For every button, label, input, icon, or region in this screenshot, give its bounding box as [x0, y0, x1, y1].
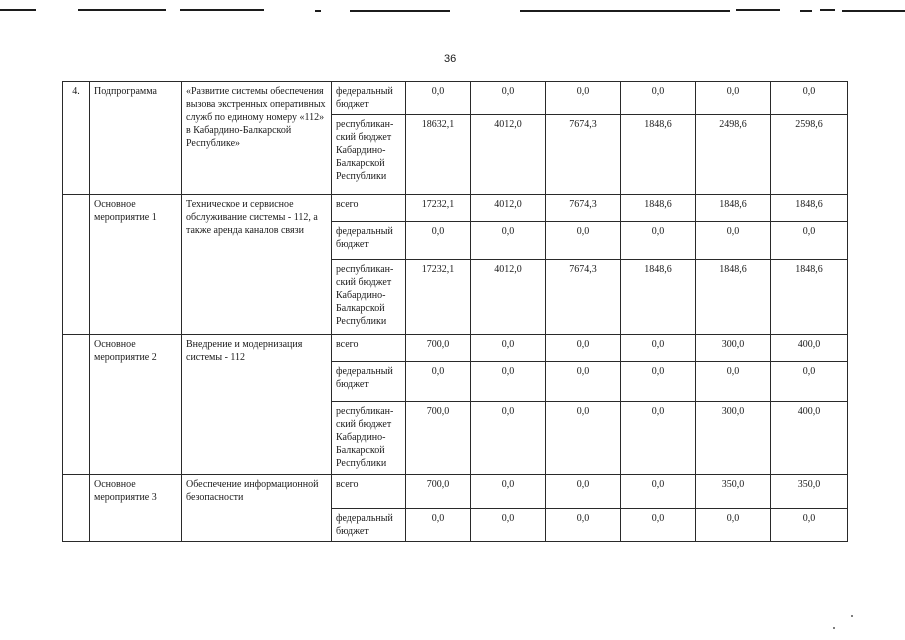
amount-cell: 400,0: [771, 335, 848, 362]
funding-source: всего: [332, 475, 406, 509]
item-type: Основное мероприятие 3: [90, 475, 182, 542]
amount-cell: 0,0: [621, 335, 696, 362]
amount-cell: 1848,6: [771, 195, 848, 222]
scan-artifact-line: [78, 9, 166, 11]
amount-cell: 7674,3: [546, 195, 621, 222]
funding-source: республикан-ский бюджет Кабардино-Балкарской Республики: [332, 402, 406, 475]
table-row: [63, 82, 848, 115]
funding-source: республикан-ский бюджет Кабардино-Балкарской Республики: [332, 115, 406, 195]
item-name: Внедрение и модернизация системы - 112: [182, 335, 332, 475]
amount-cell: 0,0: [546, 509, 621, 542]
amount-cell: 0,0: [546, 475, 621, 509]
amount-cell: 0,0: [471, 475, 546, 509]
amount-cell: 350,0: [696, 475, 771, 509]
scan-artifact-line: [736, 9, 780, 11]
scan-artifact-line: [800, 10, 812, 12]
funding-source: федеральный бюджет: [332, 362, 406, 402]
amount-cell: 0,0: [621, 222, 696, 260]
scan-artifact-line: [350, 10, 450, 12]
amount-cell: 0,0: [696, 509, 771, 542]
amount-cell: 0,0: [406, 362, 471, 402]
scan-speck: [851, 615, 853, 617]
amount-cell: 17232,1: [406, 195, 471, 222]
item-type: Основное мероприятие 2: [90, 335, 182, 475]
amount-cell: 0,0: [696, 82, 771, 115]
amount-cell: 700,0: [406, 475, 471, 509]
amount-cell: 7674,3: [546, 260, 621, 335]
funding-source: федеральный бюджет: [332, 222, 406, 260]
funding-source: федеральный бюджет: [332, 509, 406, 542]
amount-cell: 0,0: [771, 362, 848, 402]
amount-cell: 0,0: [471, 335, 546, 362]
amount-cell: 0,0: [546, 82, 621, 115]
item-name: Техническое и сервисное обслуживание системы - 112, а также аренда каналов связи: [182, 195, 332, 335]
amount-cell: 1848,6: [696, 260, 771, 335]
amount-cell: 0,0: [696, 362, 771, 402]
scan-speck: [833, 627, 835, 629]
amount-cell: 700,0: [406, 335, 471, 362]
amount-cell: 1848,6: [696, 195, 771, 222]
amount-cell: 0,0: [471, 362, 546, 402]
amount-cell: 4012,0: [471, 195, 546, 222]
amount-cell: 0,0: [546, 335, 621, 362]
amount-cell: 300,0: [696, 402, 771, 475]
funding-source: всего: [332, 195, 406, 222]
budget-table: [62, 81, 848, 542]
amount-cell: 0,0: [406, 222, 471, 260]
amount-cell: 7674,3: [546, 115, 621, 195]
amount-cell: 18632,1: [406, 115, 471, 195]
row-number: [63, 195, 90, 335]
amount-cell: 4012,0: [471, 115, 546, 195]
amount-cell: 0,0: [406, 82, 471, 115]
amount-cell: 0,0: [621, 362, 696, 402]
funding-source: всего: [332, 335, 406, 362]
amount-cell: 0,0: [471, 82, 546, 115]
amount-cell: 0,0: [771, 82, 848, 115]
budget-table-body: [63, 82, 848, 542]
amount-cell: 0,0: [546, 222, 621, 260]
scan-artifact-line: [315, 10, 321, 12]
amount-cell: 0,0: [406, 509, 471, 542]
item-type: Подпрограмма: [90, 82, 182, 195]
amount-cell: 0,0: [471, 222, 546, 260]
scan-artifact-line: [520, 10, 730, 12]
item-name: «Развитие системы обеспечения вызова экстренных оперативных служб по единому номеру «112» в Кабардино-Балкарской Республике»: [182, 82, 332, 195]
amount-cell: 0,0: [546, 402, 621, 475]
item-type: Основное мероприятие 1: [90, 195, 182, 335]
amount-cell: 0,0: [621, 82, 696, 115]
page-number: 36: [444, 53, 457, 65]
scan-artifact-line: [180, 9, 264, 11]
amount-cell: 2598,6: [771, 115, 848, 195]
amount-cell: 17232,1: [406, 260, 471, 335]
amount-cell: 0,0: [471, 402, 546, 475]
amount-cell: 0,0: [471, 509, 546, 542]
amount-cell: 2498,6: [696, 115, 771, 195]
scan-artifact-line: [0, 9, 36, 11]
amount-cell: 0,0: [621, 475, 696, 509]
amount-cell: 0,0: [696, 222, 771, 260]
amount-cell: 300,0: [696, 335, 771, 362]
amount-cell: 0,0: [771, 222, 848, 260]
amount-cell: 0,0: [771, 509, 848, 542]
scan-artifact-line: [842, 10, 905, 12]
amount-cell: 0,0: [621, 402, 696, 475]
amount-cell: 4012,0: [471, 260, 546, 335]
amount-cell: 1848,6: [621, 260, 696, 335]
amount-cell: 0,0: [621, 509, 696, 542]
amount-cell: 1848,6: [621, 195, 696, 222]
table-row: [63, 335, 848, 362]
amount-cell: 1848,6: [771, 260, 848, 335]
amount-cell: 400,0: [771, 402, 848, 475]
item-name: Обеспечение информационной безопасности: [182, 475, 332, 542]
amount-cell: 0,0: [546, 362, 621, 402]
amount-cell: 700,0: [406, 402, 471, 475]
row-number: [63, 335, 90, 475]
amount-cell: 1848,6: [621, 115, 696, 195]
row-number: 4.: [63, 82, 90, 195]
scan-artifact-line: [820, 9, 835, 11]
table-row: [63, 195, 848, 222]
row-number: [63, 475, 90, 542]
funding-source: республикан-ский бюджет Кабардино-Балкарской Республики: [332, 260, 406, 335]
table-row: [63, 475, 848, 509]
amount-cell: 350,0: [771, 475, 848, 509]
funding-source: федеральный бюджет: [332, 82, 406, 115]
